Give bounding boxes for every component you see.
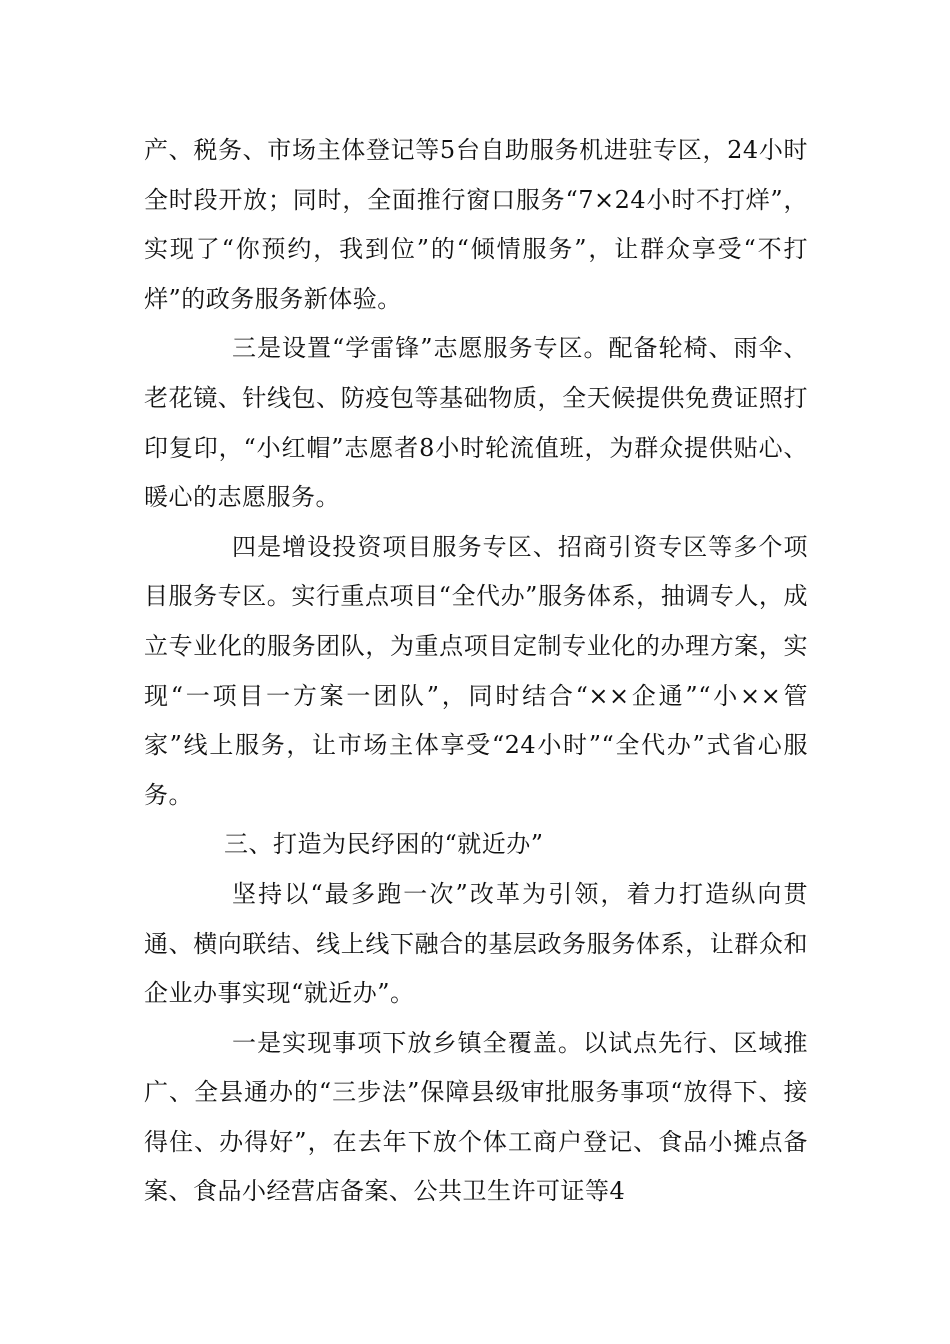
section-heading: 三、打造为民纾困的“就近办” — [224, 830, 544, 859]
paragraph-continuation: 产、税务、市场主体登记等5台自助服务机进驻专区，24小时全时段开放；同时，全面推行窗口服务“7×24小时不打烊”，实现了“你预约，我到位”的“倾情服务”，让群众享受“不打烊”的政务服务新体验。 — [144, 136, 808, 313]
paragraph-volunteer-zone: 三是设置“学雷锋”志愿服务专区。配备轮椅、雨伞、老花镜、针线包、防疫包等基础物质，全天候提供免费证照打印复印，“小红帽”志愿者8小时轮流值班，为群众提供贴心、暖心的志愿服务。 — [144, 334, 808, 512]
paragraph-section-intro: 坚持以“最多跑一次”改革为引领，着力打造纵向贯通、横向联结、线上线下融合的基层政务服务体系，让群众和企业办事实现“就近办”。 — [144, 879, 808, 1008]
document-body — [144, 126, 808, 1217]
paragraph-project-zone: 四是增设投资项目服务专区、招商引资专区等多个项目服务专区。实行重点项目“全代办”服务体系，抽调专人，成立专业化的服务团队，为重点项目定制专业化的办理方案，实现“一项目一方案一团队”，同时结合“××企通”“小××管家”线上服务，让市场主体享受“24小时”“全代办”式省心服务。 — [144, 532, 808, 809]
paragraph-township-coverage: 一是实现事项下放乡镇全覆盖。以试点先行、区域推广、全县通办的“三步法”保障县级审批服务事项“放得下、接得住、办得好”，在去年下放个体工商户登记、食品小摊点备案、食品小经营店备案、公共卫生许可证等4 — [144, 1028, 808, 1206]
